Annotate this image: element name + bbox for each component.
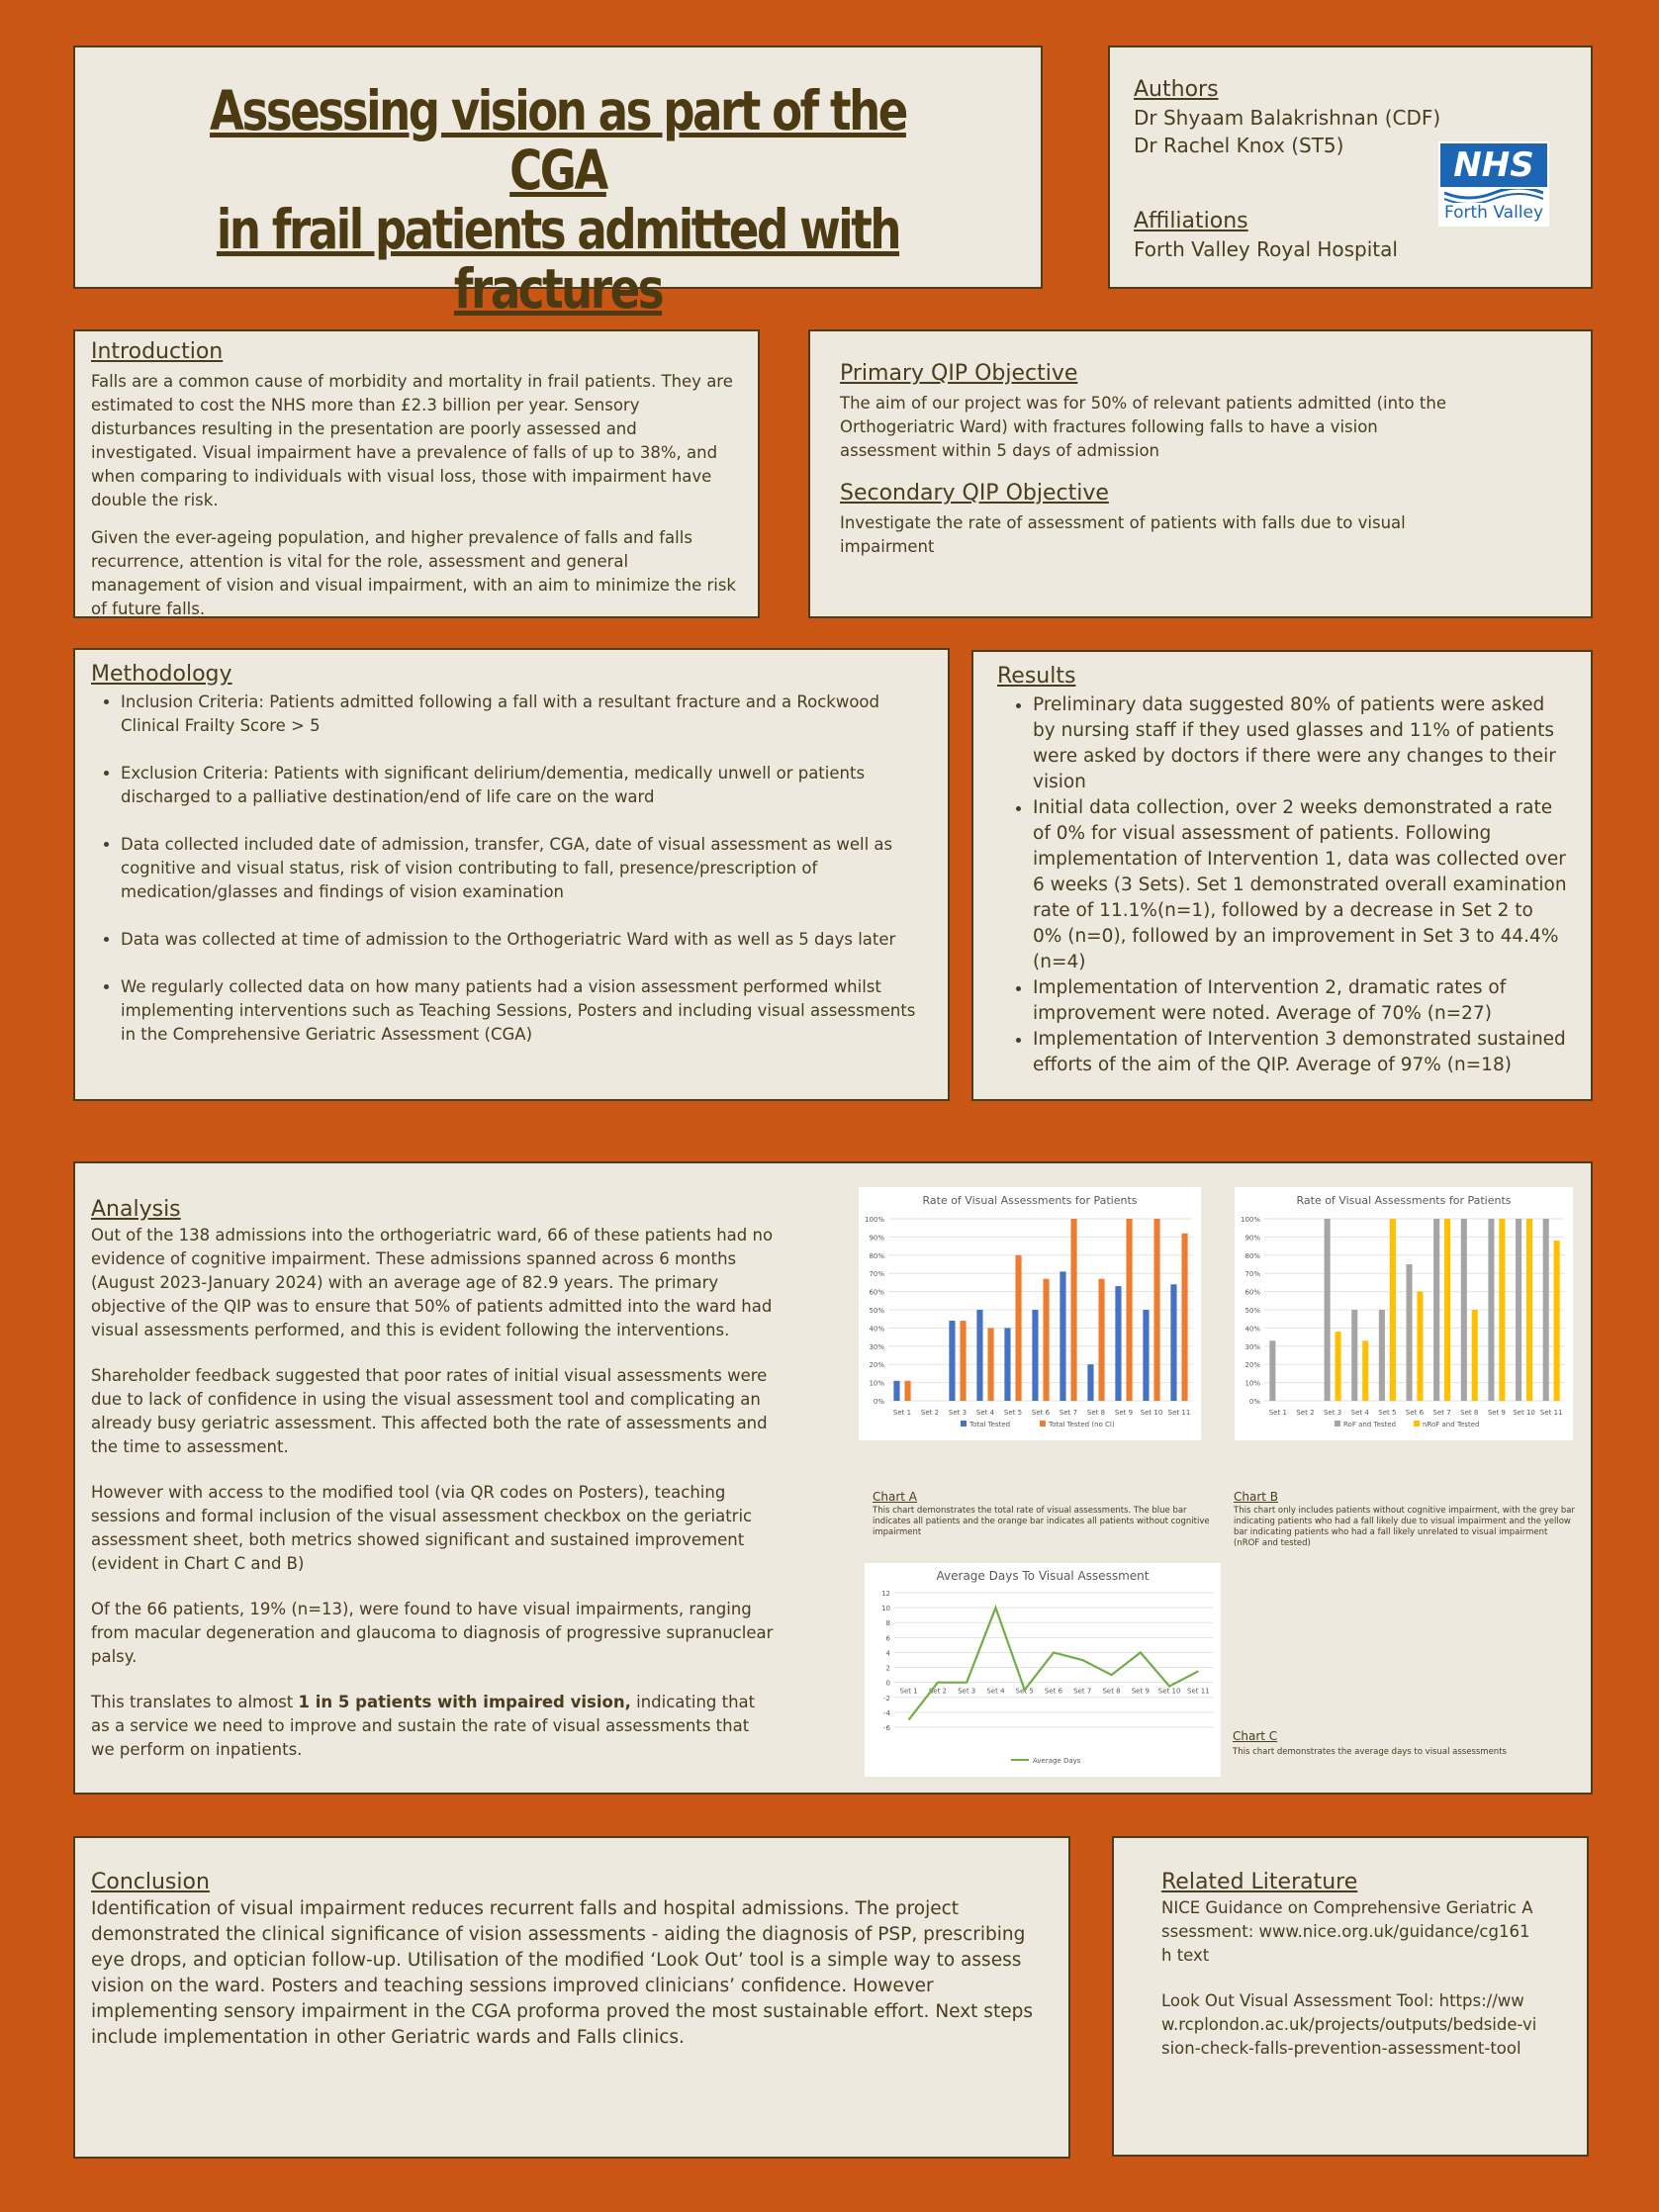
literature-reference: Look Out Visual Assessment Tool: https://www.rcplondon.ac.uk/projects/outputs/bedside-vision-check-falls-prevention-assessment-tool — [1161, 1991, 1537, 2058]
y-tick-label: 100% — [1240, 1216, 1260, 1224]
legend-label: Total Tested (no CI) — [1049, 1421, 1115, 1429]
bar — [1115, 1286, 1121, 1401]
x-tick-label: Set 7 — [1073, 1687, 1092, 1696]
x-tick-label: Set 6 — [1044, 1687, 1063, 1696]
analysis-paragraph: Of the 66 patients, 19% (n=13), were found to have visual impairments, ranging from macular degeneration and glaucoma to diagnosis of progressive supranuclear palsy. — [91, 1600, 774, 1666]
analysis-heading: Analysis — [91, 1197, 181, 1222]
analysis-panel — [73, 1161, 1593, 1795]
y-tick-label: 100% — [864, 1216, 884, 1224]
y-tick-label: 2 — [885, 1664, 890, 1673]
introduction-paragraph: Given the ever-ageing population, and higher prevalence of falls and falls recurrence, attention is vital for the role, assessment and general management of vision and visual impairment, with an aim to minimize the risk of future falls. — [91, 528, 736, 618]
y-tick-label: 8 — [885, 1619, 890, 1628]
introduction-heading: Introduction — [91, 339, 224, 364]
x-tick-label: Set 3 — [948, 1409, 968, 1417]
x-tick-label: Set 11 — [1167, 1409, 1191, 1417]
x-tick-label: Set 8 — [1086, 1409, 1106, 1417]
literature-heading: Related Literature — [1161, 1870, 1358, 1894]
chart-title: Average Days To Visual Assessment — [936, 1569, 1150, 1583]
y-tick-label: 30% — [1244, 1342, 1260, 1351]
bar — [1070, 1219, 1076, 1401]
bar — [1488, 1219, 1494, 1401]
secondary-objective-heading: Secondary QIP Objective — [840, 481, 1109, 506]
bar — [1433, 1219, 1439, 1401]
y-tick-label: 80% — [869, 1251, 884, 1260]
y-tick-label: -4 — [883, 1708, 890, 1717]
bar — [1444, 1219, 1450, 1401]
bar — [960, 1321, 966, 1401]
y-tick-label: 80% — [1244, 1251, 1260, 1260]
legend-swatch — [1040, 1421, 1046, 1427]
analysis-paragraph: Shareholder feedback suggested that poor rates of initial visual assessments were due to lack of confidence in using the visual assessment tool and complicating an already busy geriatric assessment. This affected both the rate of assessments and the time to assessment. — [91, 1366, 768, 1456]
y-tick-label: -6 — [883, 1724, 890, 1732]
x-tick-label: Set 4 — [1350, 1409, 1369, 1417]
x-tick-label: Set 1 — [892, 1409, 912, 1417]
x-tick-label: Set 11 — [1187, 1687, 1210, 1696]
list-item: • We regularly collected data on how many patients had a vision assessment performed whilst implementing interventions such as Teaching Sessions, Posters and including visual assessments in the Comprehensive Geriatric Assessment (CGA) — [121, 975, 932, 1047]
x-tick-label: Set 3 — [1323, 1409, 1342, 1417]
methodology-panel — [73, 648, 950, 1101]
results-panel — [971, 650, 1593, 1101]
bar — [1351, 1310, 1357, 1401]
legend-swatch — [1414, 1421, 1420, 1427]
chart-b-caption-heading: Chart B — [1234, 1490, 1279, 1504]
y-tick-label: 30% — [869, 1342, 884, 1351]
y-tick-label: 50% — [869, 1307, 884, 1315]
x-tick-label: Set 6 — [1405, 1409, 1425, 1417]
bar — [1170, 1284, 1176, 1401]
list-item: • Initial data collection, over 2 weeks demonstrated a rate of 0% for visual assessment of patients. Following implementation of Intervention 1, data was collected over 6 weeks (3 Sets). Set 1 demonstrated overall examination rate of 11.1%(n=1), followed by a decrease in Set 2 to 0% (n=0), followed by an improvement in Set 3 to 44.4%(n=4) — [1033, 795, 1567, 975]
legend-swatch — [961, 1421, 967, 1427]
title-panel — [73, 46, 1043, 321]
bar — [1554, 1241, 1560, 1401]
results-heading: Results — [997, 664, 1076, 689]
chart-b-container — [1235, 1187, 1573, 1440]
x-tick-label: Set 6 — [1031, 1409, 1051, 1417]
y-tick-label: 70% — [869, 1270, 884, 1279]
chart-b — [1235, 1187, 1573, 1440]
y-tick-label: 20% — [1244, 1361, 1260, 1370]
bar — [976, 1310, 982, 1401]
analysis-text — [91, 1197, 774, 1762]
x-tick-label: Set 5 — [1003, 1409, 1023, 1417]
bar — [1543, 1219, 1549, 1401]
x-tick-label: Set 2 — [1296, 1409, 1315, 1417]
x-tick-label: Set 4 — [975, 1409, 995, 1417]
y-tick-label: 0% — [873, 1398, 884, 1406]
bar — [1336, 1332, 1341, 1401]
y-tick-label: 0 — [885, 1679, 890, 1688]
list-item: • Preliminary data suggested 80% of patients were asked by nursing staff if they used glasses and 11% of patients were asked by doctors if there were any changes to their vision — [1033, 692, 1567, 795]
bar — [987, 1328, 993, 1401]
bar — [1417, 1292, 1423, 1401]
legend-label: RoF and Tested — [1343, 1421, 1397, 1429]
y-tick-label: 60% — [869, 1288, 884, 1297]
chart-a-caption-heading: Chart A — [873, 1490, 917, 1504]
bar — [1126, 1219, 1132, 1401]
x-tick-label: Set 9 — [1487, 1409, 1507, 1417]
x-tick-label: Set 3 — [958, 1687, 976, 1696]
legend-label: Total Tested — [969, 1421, 1011, 1429]
list-item: • Implementation of Intervention 2, dramatic rates of improvement were noted. Average of 70% (n=27) — [1033, 975, 1567, 1027]
bar — [1060, 1271, 1065, 1401]
list-item: • Implementation of Intervention 3 demonstrated sustained efforts of the aim of the QIP. Average of 97% (n=18) — [1033, 1027, 1567, 1078]
affiliation: Forth Valley Royal Hospital — [1134, 237, 1398, 261]
y-tick-label: 12 — [881, 1590, 890, 1598]
y-tick-label: 50% — [1244, 1307, 1260, 1315]
analysis-paragraph: This translates to almost 1 in 5 patients with impaired vision, indicating that as a service we need to improve and sustain the rate of visual assessments that we perform on inpatients. — [91, 1693, 756, 1759]
analysis-paragraph: Out of the 138 admissions into the orthogeriatric ward, 66 of these patients had no evidence of cognitive impairment. These admissions spanned across 6 months (August 2023-January 2024) with an average age of 82.9 years. The primary objective of the QIP was to ensure that 50% of patients admitted into the ward had visual assessments performed, and this is evident following the interventions. — [91, 1226, 774, 1339]
x-tick-label: Set 2 — [928, 1687, 948, 1696]
chart-c-container — [865, 1563, 1221, 1777]
bar — [1043, 1279, 1049, 1401]
x-tick-label: Set 4 — [986, 1687, 1005, 1696]
x-tick-label: Set 9 — [1114, 1409, 1134, 1417]
chart-a-container — [859, 1187, 1201, 1440]
conclusion-panel — [73, 1836, 1070, 2159]
x-tick-label: Set 11 — [1539, 1409, 1563, 1417]
chart-title: Rate of Visual Assessments for Patients — [1296, 1194, 1512, 1207]
bar — [1390, 1219, 1396, 1401]
legend-swatch — [1335, 1421, 1340, 1427]
list-item: • Data was collected at time of admission to the Orthogeriatric Ward with as well as 5 days later — [121, 928, 932, 952]
y-tick-label: 0% — [1248, 1398, 1260, 1406]
legend-label: nRoF and Tested — [1423, 1421, 1480, 1429]
bar — [1325, 1219, 1331, 1401]
conclusion-text: Identification of visual impairment reduces recurrent falls and hospital admissions. The project demonstrated the clinical significance of vision assessments - aiding the diagnosis of PSP, prescribing eye drops, and optician follow-up. Utilisation of the modified ‘Look Out’ tool is a simple way to assess vision on the ward. Posters and teaching sessions improved clinicians’ confidence. However implementing sensory impairment in the CGA proforma proved the most sustainable effort. Next steps include implementation in other Geriatric wards and Falls clinics. — [91, 1898, 1033, 2048]
y-tick-label: 70% — [1244, 1270, 1260, 1279]
nhs-logo-sub: Forth Valley — [1443, 203, 1544, 223]
bar — [1379, 1310, 1385, 1401]
x-tick-label: Set 8 — [1460, 1409, 1479, 1417]
list-item: • Exclusion Criteria: Patients with significant delirium/dementia, medically unwell or patients discharged to a palliative destination/end of life care on the ward — [121, 762, 932, 809]
x-tick-label: Set 5 — [1378, 1409, 1397, 1417]
bar — [1406, 1264, 1412, 1401]
x-tick-label: Set 1 — [1268, 1409, 1287, 1417]
bar — [949, 1321, 955, 1401]
bar — [893, 1381, 899, 1401]
bar — [1269, 1340, 1275, 1401]
x-tick-label: Set 7 — [1432, 1409, 1451, 1417]
conclusion-heading: Conclusion — [91, 1870, 210, 1894]
author-name: Dr Rachel Knox (ST5) — [1134, 134, 1344, 157]
bar — [1098, 1279, 1104, 1401]
y-tick-label: 10% — [1244, 1379, 1260, 1388]
x-tick-label: Set 8 — [1102, 1687, 1121, 1696]
y-tick-label: 10% — [869, 1379, 884, 1388]
objectives-panel — [808, 329, 1593, 618]
y-tick-label: 90% — [869, 1234, 884, 1243]
y-tick-label: 4 — [885, 1649, 890, 1658]
wave-icon — [1444, 189, 1543, 203]
y-tick-label: 40% — [869, 1325, 884, 1334]
bar — [904, 1381, 910, 1401]
introduction-panel — [73, 329, 760, 618]
x-tick-label: Set 10 — [1157, 1687, 1181, 1696]
series-line — [909, 1608, 1199, 1719]
x-tick-label: Set 1 — [899, 1687, 918, 1696]
analysis-paragraph: However with access to the modified tool (via QR codes on Posters), teaching sessions and formal inclusion of the visual assessment checkbox on the geriatric assessment sheet, both metrics showed significant and sustained improvement (evident in Chart C and B) — [91, 1483, 753, 1573]
chart-c-caption: This chart demonstrates the average days to visual assessments — [1233, 1747, 1507, 1757]
bar — [1499, 1219, 1505, 1401]
list-item: • Inclusion Criteria: Patients admitted following a fall with a resultant fracture and a Rockwood Clinical Frailty Score > 5 — [121, 691, 932, 738]
bar — [1143, 1310, 1149, 1401]
chart-title: Rate of Visual Assessments for Patients — [922, 1194, 1138, 1207]
chart-c — [865, 1563, 1221, 1777]
results-list — [997, 692, 1567, 1078]
x-tick-label: Set 10 — [1513, 1409, 1535, 1417]
primary-objective-text: The aim of our project was for 50% of relevant patients admitted (into the Orthogeriatric Ward) with fractures following falls to have a vision assessment within 5 days of admission — [840, 394, 1446, 460]
y-tick-label: 10 — [881, 1605, 890, 1613]
bar — [1362, 1340, 1368, 1401]
bar — [1032, 1310, 1038, 1401]
secondary-objective-text: Investigate the rate of assessment of patients with falls due to visual impairment — [840, 513, 1406, 556]
x-tick-label: Set 10 — [1140, 1409, 1163, 1417]
methodology-heading: Methodology — [91, 662, 232, 687]
chart-a — [859, 1187, 1201, 1440]
bar — [1087, 1364, 1093, 1401]
bar — [1015, 1255, 1021, 1401]
authors-heading: Authors — [1134, 77, 1219, 102]
y-tick-label: 90% — [1244, 1234, 1260, 1243]
literature-panel — [1112, 1836, 1589, 2157]
affiliations-heading: Affiliations — [1134, 209, 1248, 233]
introduction-paragraph: Falls are a common cause of morbidity and mortality in frail patients. They are estimated to cost the NHS more than £2.3 billion per year. Sensory disturbances resulting in the presentation are poorly assessed and investigated. Visual impairment have a prevalence of falls of up to 38%, and when comparing to individuals with visual loss, those with impairment have double the risk. — [91, 372, 733, 509]
poster-title: Assessing vision as part of the CGA in frail patients admitted with fractures — [210, 79, 906, 321]
bar — [1181, 1234, 1187, 1401]
bar — [1153, 1219, 1159, 1401]
bar — [1004, 1328, 1010, 1401]
bar — [1461, 1219, 1467, 1401]
legend-label: Average Days — [1033, 1757, 1081, 1765]
chart-a-caption: This chart demonstrates the total rate of visual assessments. The blue bar indicates all patients and the orange bar indicates all patients without cognitive impairment — [873, 1506, 1210, 1537]
list-item: • Data collected included date of admission, transfer, CGA, date of visual assessment as well as cognitive and visual status, risk of vision contributing to fall, presence/prescription of medication/glasses and findings of vision examination — [121, 833, 932, 904]
author-name: Dr Shyaam Balakrishnan (CDF) — [1134, 106, 1441, 130]
x-tick-label: Set 9 — [1131, 1687, 1150, 1696]
y-tick-label: 60% — [1244, 1288, 1260, 1297]
nhs-forth-valley-logo — [1438, 141, 1549, 227]
methodology-list — [91, 691, 932, 1047]
nhs-logo-mark: NHS — [1440, 143, 1547, 187]
y-tick-label: -2 — [883, 1694, 890, 1703]
y-tick-label: 6 — [885, 1634, 890, 1643]
chart-c-caption-heading: Chart C — [1233, 1729, 1278, 1743]
bar — [1516, 1219, 1521, 1401]
x-tick-label: Set 2 — [920, 1409, 940, 1417]
bar — [1526, 1219, 1532, 1401]
primary-objective-heading: Primary QIP Objective — [840, 361, 1078, 386]
y-tick-label: 40% — [1244, 1325, 1260, 1334]
literature-reference: NICE Guidance on Comprehensive Geriatric Assessment: www.nice.org.uk/guidance/cg161h text — [1161, 1898, 1533, 1965]
chart-b-caption: This chart only includes patients without cognitive impairment, with the grey bar indicating patients who had a fall likely due to visual impairment and the yellow bar indicating patients who had a fall likely unrelated to visual impairment (nROF and tested) — [1234, 1506, 1575, 1548]
key-finding: 1 in 5 patients with impaired vision, — [298, 1693, 631, 1711]
y-tick-label: 20% — [869, 1361, 884, 1370]
x-tick-label: Set 5 — [1015, 1687, 1034, 1696]
x-tick-label: Set 7 — [1059, 1409, 1078, 1417]
bar — [1472, 1310, 1478, 1401]
